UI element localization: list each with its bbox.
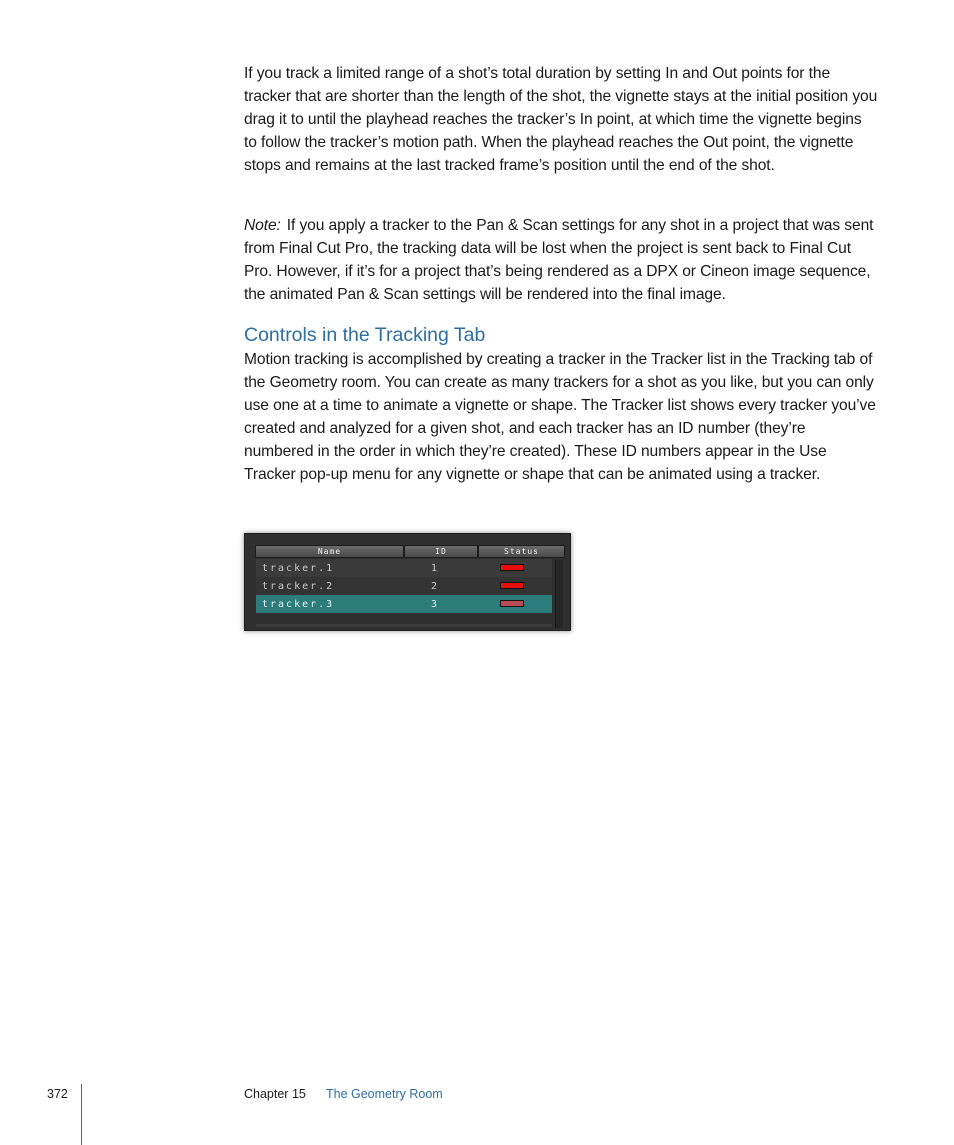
tracker-list-scrollbar[interactable] [555, 560, 563, 628]
tracker-row-2[interactable] [256, 577, 552, 595]
tracker-list-panel [244, 533, 571, 631]
status-swatch [500, 582, 524, 589]
status-swatch [500, 564, 524, 571]
status-swatch [500, 600, 524, 607]
column-header-name[interactable]: Name [255, 545, 404, 558]
tracker-list-header [255, 545, 565, 558]
section-heading: Controls in the Tracking Tab [244, 324, 486, 346]
tracker-name: tracker.1 [262, 562, 335, 574]
footer-chapter-title: The Geometry Room [326, 1087, 443, 1101]
tracker-name: tracker.3 [262, 598, 335, 610]
tracker-row-3[interactable] [256, 595, 552, 613]
tracker-list-rows [256, 559, 552, 613]
note-label: Note: [244, 217, 281, 234]
body-paragraph-tracking: Motion tracking is accomplished by creating a tracker in the Tracker list in the Tracking tab of the Geometry room. You can create as many trackers for a shot as you like, but you can only use one at a time to animate a vignette or shape. The Tracker list shows every tracker you’ve created and analyzed for a given shot, and each tracker has an ID number (they’re numbered in the order in which they’re created). These ID numbers appear in the Use Tracker pop-up menu for any vignette or shape that can be animated using a tracker. [244, 351, 876, 483]
column-header-id[interactable]: ID [404, 545, 478, 558]
body-paragraph: If you track a limited range of a shot’s total duration by setting In and Out points for the tracker that are shorter than the length of the shot, the vignette stays at the initial position you drag it to until the playhead reaches the tracker’s In point, at which time the vignette begins to follow the tracker’s motion path. When the playhead reaches the Out point, the vignette stops and remains at the last tracked frame’s position until the end of the shot. [244, 65, 878, 174]
page-number: 372 [47, 1087, 68, 1101]
column-header-status[interactable]: Status [478, 545, 565, 558]
note-text: If you apply a tracker to the Pan & Scan settings for any shot in a project that was sent from Final Cut Pro, the tracking data will be lost when the project is sent back to Final Cut Pro. However, if it’s for a project that’s being rendered as a DPX or Cineon image sequence, the animated Pan & Scan settings will be rendered into the final image. [244, 217, 874, 303]
tracker-status [478, 577, 552, 595]
tracker-id: 3 [430, 598, 440, 610]
footer-divider [81, 1084, 82, 1145]
note-paragraph [244, 214, 878, 306]
list-bottom-edge [256, 624, 552, 627]
tracker-name: tracker.2 [262, 580, 335, 592]
tracker-status [478, 559, 552, 577]
footer-chapter-label: Chapter 15 [244, 1087, 306, 1101]
tracker-row-1[interactable] [256, 559, 552, 577]
tracker-status [478, 595, 552, 613]
tracker-id: 2 [430, 580, 440, 592]
tracker-id: 1 [430, 562, 440, 574]
